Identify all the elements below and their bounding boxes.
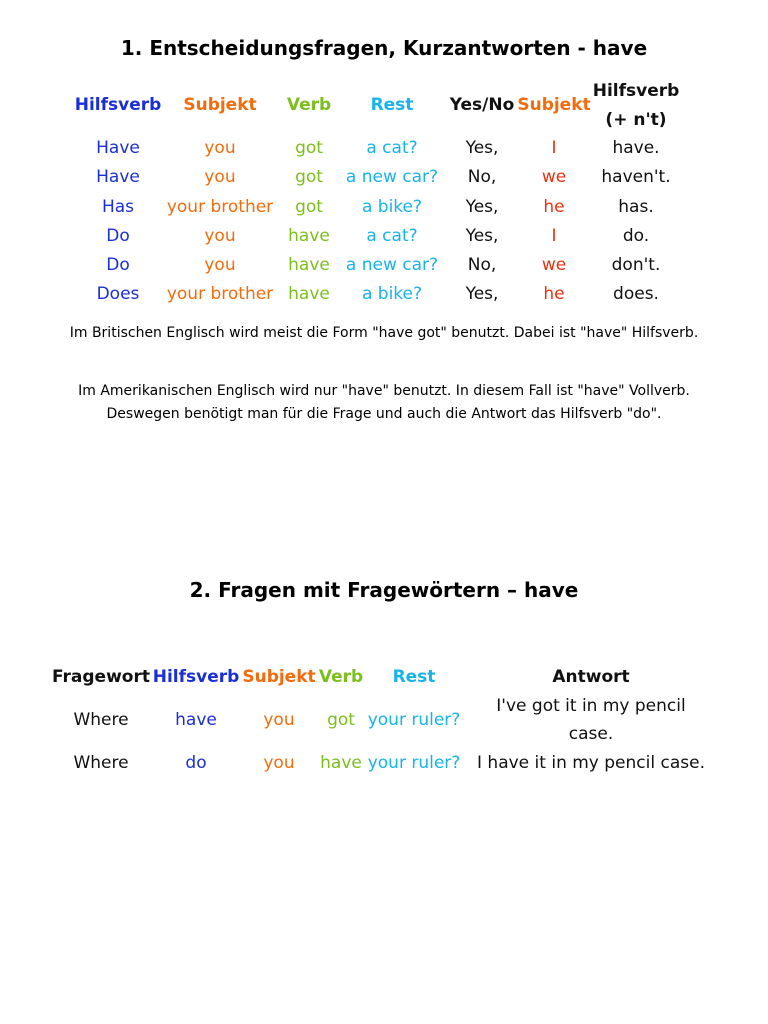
row1-verb: got (295, 138, 323, 158)
q-row2-verb: have (320, 753, 362, 773)
header-fragewort: Fragewort (52, 667, 150, 687)
header-verb: Verb (318, 667, 364, 687)
q-row2-hilfsverb: do (185, 753, 207, 773)
row3-subjekt-2: he (543, 197, 565, 217)
row5-yes-no: No, (467, 255, 497, 275)
note-british-english: Im Britischen Englisch wird meist die Form "have got" benutzt. Dabei ist "have" Hilfsverb. (69, 325, 699, 341)
row4-verb: have (288, 226, 330, 246)
section2-title: 2. Fragen mit Fragewörtern – have (189, 578, 579, 602)
row2-answer: haven't. (601, 167, 671, 187)
q-row1-fragewort: Where (73, 710, 129, 730)
section1-title: 1. Entscheidungsfragen, Kurzantworten - have (120, 36, 648, 60)
row5-answer: don't. (611, 255, 661, 275)
row6-subjekt-2: he (543, 284, 565, 304)
row6-yes-no: Yes, (465, 284, 499, 304)
q-row1-subjekt: you (263, 710, 295, 730)
row3-rest: a bike? (361, 197, 423, 217)
q-row1-answer-line1: I've got it in my pencil (496, 696, 686, 716)
row6-rest: a bike? (361, 284, 423, 304)
header-subjekt-2: Subjekt (517, 95, 591, 115)
row6-verb: have (288, 284, 330, 304)
header-yes-no: Yes/No (449, 95, 515, 115)
q-row2-fragewort: Where (73, 753, 129, 773)
row4-hilfsverb: Do (106, 226, 130, 246)
header-verb: Verb (286, 95, 332, 115)
q-row1-answer-line2: case. (568, 724, 614, 744)
header-hilfsverb: Hilfsverb (152, 667, 240, 687)
row1-subjekt: you (204, 138, 236, 158)
row2-yes-no: No, (467, 167, 497, 187)
row3-hilfsverb: Has (101, 197, 135, 217)
q-row2-answer: I have it in my pencil case. (477, 753, 705, 773)
row3-subjekt: your brother (166, 197, 274, 217)
row2-verb: got (295, 167, 323, 187)
header-hilfsverb: Hilfsverb (74, 95, 162, 115)
row6-hilfsverb: Does (96, 284, 140, 304)
header-hilfsverb-2-line1: Hilfsverb (592, 81, 680, 101)
row4-yes-no: Yes, (465, 226, 499, 246)
header-hilfsverb-2-line2: (+ n't) (605, 110, 667, 130)
row2-rest: a new car? (345, 167, 439, 187)
row3-answer: has. (618, 197, 654, 217)
q-row1-verb: got (327, 710, 355, 730)
q-row1-rest: your ruler? (367, 710, 461, 730)
header-rest: Rest (392, 667, 436, 687)
row5-verb: have (288, 255, 330, 275)
row1-answer: have. (612, 138, 660, 158)
row5-rest: a new car? (345, 255, 439, 275)
row6-subjekt: your brother (166, 284, 274, 304)
row5-subjekt-2: we (541, 255, 567, 275)
row1-subjekt-2: I (551, 138, 557, 158)
row6-answer: does. (613, 284, 659, 304)
q-row2-subjekt: you (263, 753, 295, 773)
header-subjekt: Subjekt (183, 95, 257, 115)
row4-subjekt: you (204, 226, 236, 246)
row5-hilfsverb: Do (106, 255, 130, 275)
header-rest: Rest (370, 95, 414, 115)
row1-yes-no: Yes, (465, 138, 499, 158)
row3-yes-no: Yes, (465, 197, 499, 217)
row4-rest: a cat? (366, 226, 418, 246)
row2-subjekt: you (204, 167, 236, 187)
row1-rest: a cat? (366, 138, 418, 158)
header-antwort: Antwort (552, 667, 630, 687)
row2-subjekt-2: we (541, 167, 567, 187)
q-row1-hilfsverb: have (175, 710, 217, 730)
row1-hilfsverb: Have (96, 138, 140, 158)
header-subjekt: Subjekt (242, 667, 316, 687)
row3-verb: got (295, 197, 323, 217)
row4-subjekt-2: I (551, 226, 557, 246)
row4-answer: do. (622, 226, 650, 246)
q-row2-rest: your ruler? (367, 753, 461, 773)
row5-subjekt: you (204, 255, 236, 275)
note-american-english: Im Amerikanischen Englisch wird nur "have" benutzt. In diesem Fall ist "have" Vollverb. Deswegen benötigt man für die Frage und auch die Antwort das Hilfsverb "do". (78, 383, 690, 422)
row2-hilfsverb: Have (96, 167, 140, 187)
